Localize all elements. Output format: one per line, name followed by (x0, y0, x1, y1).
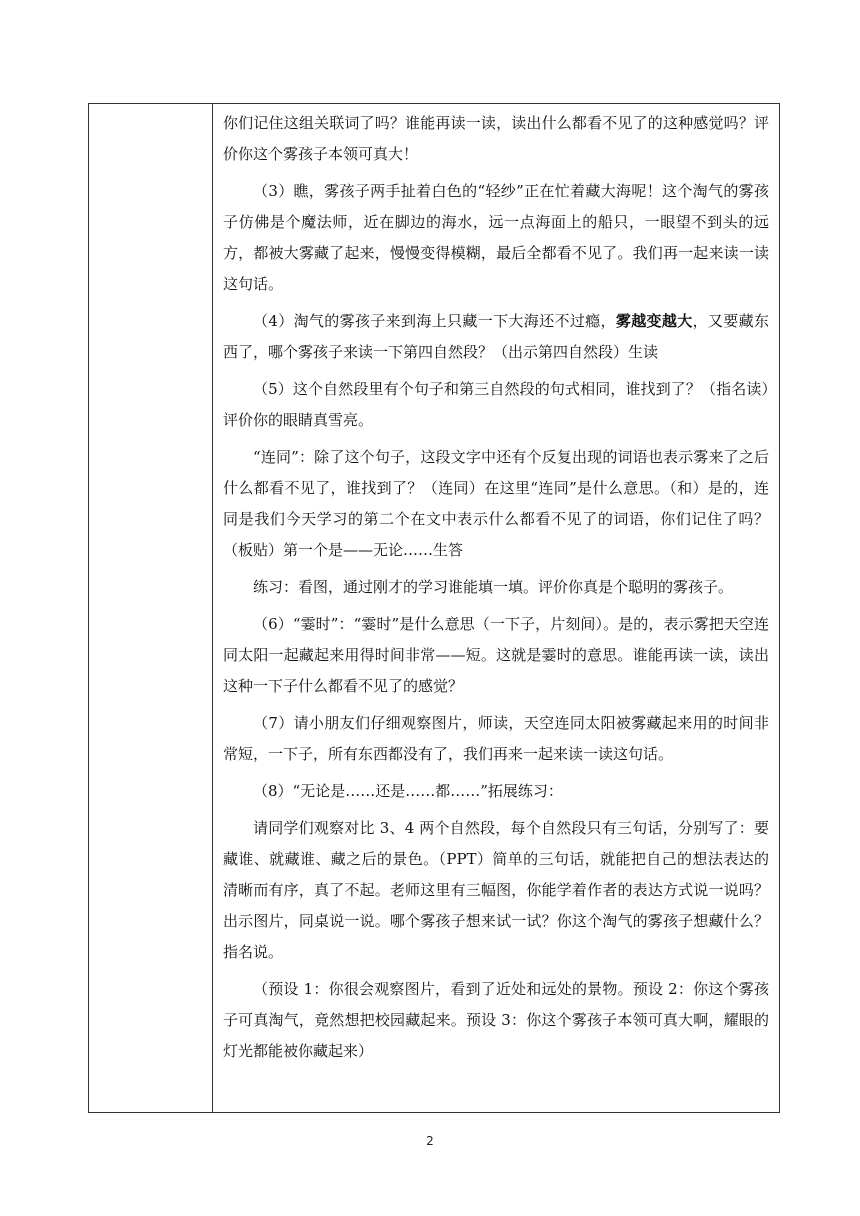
paragraph-9: （8）“无论是……还是……都……”拓展练习： (253, 782, 563, 800)
paragraph-8: （7）请小朋友们仔细观察图片，师读，天空连同太阳被雾藏起来用的时间非常短，一下子，所有东西都没有了，我们再来一起来读一读这句话。 (223, 714, 769, 763)
table-left-column (89, 104, 213, 1112)
table-content-cell (213, 104, 779, 1112)
paragraph-4: （5）这个自然段里有个句子和第三自然段的句式相同，谁找到了？（指名读）评价你的眼睛真雪亮。 (223, 380, 769, 429)
paragraph-2: （3）瞧，雾孩子两手扯着白色的“轻纱”正在忙着藏大海呢！这个淘气的雾孩子仿佛是个魔法师，近在脚边的海水，远一点海面上的船只，一眼望不到头的远方，都被大雾藏了起来，慢慢变得模糊，最后全都看不见了。我们再一起来读一读这句话。 (223, 182, 769, 293)
paragraph-5: “连同”：除了这个句子，这段文字中还有个反复出现的词语也表示雾来了之后什么都看不见了，谁找到了？（连同）在这里“连同”是什么意思。（和）是的，连同是我们今天学习的第二个在文中表示什么都看不见了的词语，你们记住了吗？（板贴）第一个是——无论……生答 (223, 448, 769, 559)
paragraph-7: （6）“霎时”：“霎时”是什么意思（一下子，片刻间）。是的，表示雾把天空连同太阳一起藏起来用得时间非常——短。这就是霎时的意思。谁能再读一读，读出这种一下子什么都看不见了的感觉？ (223, 615, 769, 695)
paragraph-10: 请同学们观察对比 3、4 两个自然段，每个自然段只有三句话，分别写了：要藏谁、就藏谁、藏之后的景色。（PPT）简单的三句话，就能把自己的想法表达的清晰而有序，真了不起。老师这里有三幅图，你能学着作者的表达方式说一说吗？出示图片，同桌说一说。哪个雾孩子想来试一试？你这个淘气的雾孩子想藏什么？指名说。 (223, 819, 769, 961)
paragraph-11: （预设 1：你很会观察图片，看到了近处和远处的景物。预设 2：你这个雾孩子可真淘气，竟然想把校园藏起来。预设 3：你这个雾孩子本领可真大啊，耀眼的灯光都能被你藏起来） (223, 980, 769, 1060)
page-number: 2 (426, 1134, 434, 1148)
paragraph-3-text-b: ，又要藏东西了，哪个雾孩子来读一下第四自然段？（出示第四自然段）生读 (223, 312, 769, 361)
paragraph-6: 练习：看图，通过刚才的学习谁能填一填。评价你真是个聪明的雾孩子。 (253, 578, 734, 596)
lesson-table (88, 103, 780, 1113)
paragraph-1: 你们记住这组关联词了吗？谁能再读一读，读出什么都看不见了的这种感觉吗？评价你这个雾孩子本领可真大！ (223, 114, 769, 163)
paragraph-3-text-a: （4）淘气的雾孩子来到海上只藏一下大海还不过瘾， (253, 312, 616, 330)
paragraph-3 (223, 306, 769, 368)
paragraph-3-bold-text: 雾越变越大 (615, 312, 693, 330)
